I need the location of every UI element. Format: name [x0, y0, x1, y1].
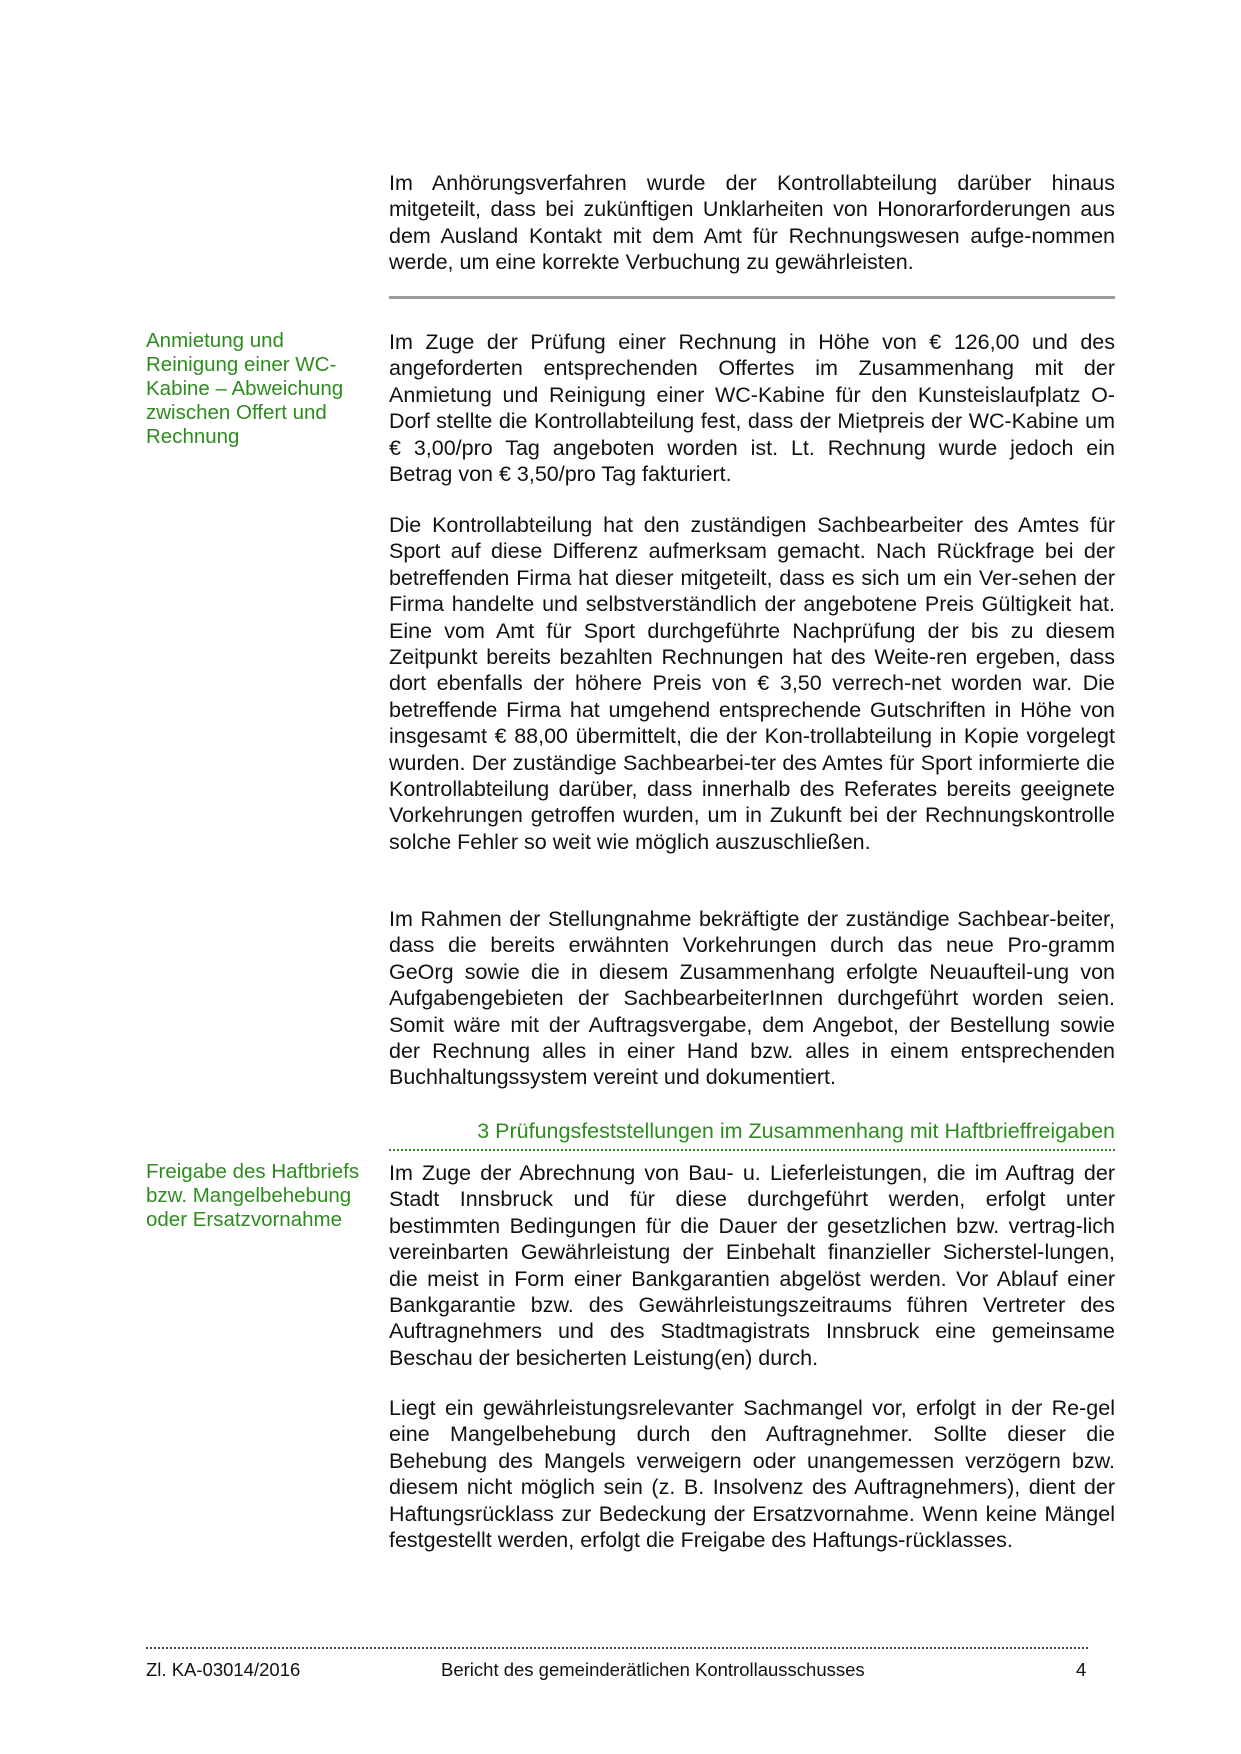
footer-reference: Zl. KA-03014/2016 [146, 1659, 301, 1680]
paragraph-anhoerungsverfahren: Im Anhörungsverfahren wurde der Kontrollabteilung darüber hinaus mitgeteilt, dass bei zukünftigen Unklarheiten von Honorarforderungen aus dem Ausland Kontakt mit dem Amt für Rechnungswesen aufge-nommen werde, um eine korrekte Verbuchung zu gewährleisten. [389, 171, 1115, 275]
margin-note-haftbrief: Freigabe des Haftbriefs bzw. Mangelbehebung oder Ersatzvornahme [146, 1160, 360, 1231]
paragraph-abrechnung: Im Zuge der Abrechnung von Bau- u. Lieferleistungen, die im Auftrag der Stadt Innsbruck und für diese durchgeführt werden, erfolgt unter bestimmten Bedingungen für die Dauer der gesetzlichen bzw. vertrag-lich vereinbarten Gewährleistung der Einbehalt finanzieller Sicherstel-lungen, die meist in Form einer Bankgarantien abgelöst werden. Vor Ablauf einer Bankgarantie bzw. des Gewährleistungszeitraums führen Vertreter des Auftragnehmers und des Stadtmagistrats Innsbruck eine gemeinsame Beschau der besicherten Leistung(en) durch. [389, 1161, 1115, 1370]
section-heading-underline [389, 1149, 1115, 1151]
paragraph-rechnungspruefung: Im Zuge der Prüfung einer Rechnung in Höhe von € 126,00 und des angeforderten entsprechenden Offertes im Zusammenhang mit der Anmietung und Reinigung einer WC-Kabine für den Kunsteislaufplatz O-Dorf stellte die Kontrollabteilung fest, dass der Mietpreis der WC-Kabine um € 3,00/pro Tag angeboten worden ist. Lt. Rechnung wurde jedoch ein Betrag von € 3,50/pro Tag fakturiert. [389, 330, 1115, 487]
section-divider [389, 296, 1115, 299]
footer-title: Bericht des gemeinderätlichen Kontrollausschusses [441, 1659, 865, 1680]
footer-divider [146, 1647, 1088, 1649]
paragraph-sachmangel: Liegt ein gewährleistungsrelevanter Sachmangel vor, erfolgt in der Re-gel eine Mangelbehebung durch den Auftragnehmer. Sollte dieser die Behebung des Mangels verweigern oder unangemessen verzögern bzw. diesem nicht möglich sein (z. B. Insolvenz des Auftragnehmers), dient der Haftungsrücklass zur Bedeckung der Ersatzvornahme. Wenn keine Mängel festgestellt werden, erfolgt die Freigabe des Haftungs-rücklasses. [389, 1396, 1115, 1553]
paragraph-stellungnahme: Im Rahmen der Stellungnahme bekräftigte der zuständige Sachbear-beiter, dass die bereits erwähnten Vorkehrungen durch das neue Pro-gramm GeOrg sowie die in diesem Zusammenhang erfolgte Neuaufteil-ung von Aufgabengebieten der SachbearbeiterInnen durchgeführt worden seien. Somit wäre mit der Auftragsvergabe, dem Angebot, der Bestellung sowie der Rechnung alles in einer Hand bzw. alles in einem entsprechenden Buchhaltungssystem vereint und dokumentiert. [389, 907, 1115, 1090]
page-number: 4 [1076, 1659, 1087, 1680]
section-heading: 3 Prüfungsfeststellungen im Zusammenhang mit Haftbrieffreigaben [477, 1119, 1115, 1143]
paragraph-differenz: Die Kontrollabteilung hat den zuständigen Sachbearbeiter des Amtes für Sport auf diese Differenz aufmerksam gemacht. Nach Rückfrage bei der betreffenden Firma hat dieser mitgeteilt, dass es sich um ein Ver-sehen der Firma handelte und selbstverständlich der angebotene Preis Gültigkeit hat. Eine vom Amt für Sport durchgeführte Nachprüfung der bis zu diesem Zeitpunkt bereits bezahlten Rechnungen hat des Weite-ren ergeben, dass dort ebenfalls der höhere Preis von € 3,50 verrech-net worden war. Die betreffende Firma hat umgehend entsprechende Gutschriften in Höhe von insgesamt € 88,00 übermittelt, die der Kon-trollabteilung in Kopie vorgelegt wurden. Der zuständige Sachbearbei-ter des Amtes für Sport informierte die Kontrollabteilung darüber, dass innerhalb des Referates bereits geeignete Vorkehrungen getroffen wurden, um in Zukunft bei der Rechnungskontrolle solche Fehler so weit wie möglich auszuschließen. [389, 513, 1115, 854]
margin-note-wc-kabine: Anmietung und Reinigung einer WC-Kabine – Abweichung zwischen Offert und Rechnung [146, 329, 344, 448]
